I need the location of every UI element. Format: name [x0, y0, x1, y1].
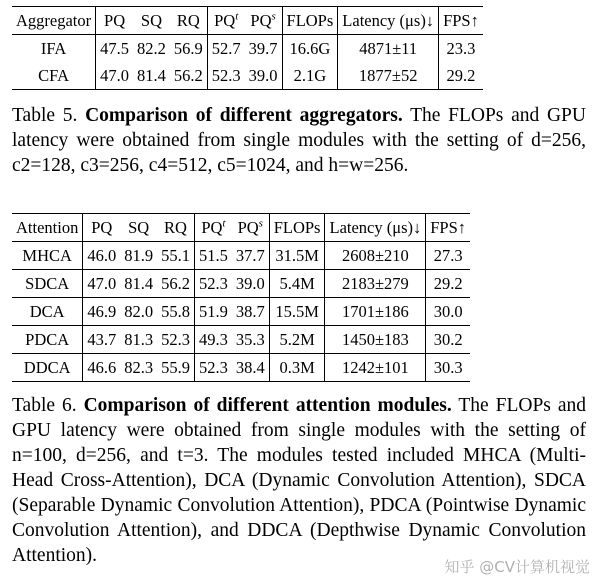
- cell-name: MHCA: [12, 242, 83, 270]
- col-header-fps: FPS↑: [426, 214, 470, 242]
- cell-pq-s: 38.4: [232, 354, 269, 382]
- cell-latency: 1450±183: [325, 326, 426, 354]
- col-header-rq: RQ: [170, 7, 207, 35]
- cell-pq: 47.0: [83, 270, 120, 298]
- col-header-pq-s: [245, 7, 282, 35]
- cell-sq: 82.0: [120, 298, 157, 326]
- table-row: [12, 270, 470, 298]
- col-header-aggregator: Aggregator: [12, 7, 96, 35]
- cell-pq-t: 49.3: [194, 326, 231, 354]
- col-header-pq-t-text: PQ: [201, 217, 223, 237]
- cell-pq-s: 39.0: [232, 270, 269, 298]
- cell-latency: 4871±11: [338, 35, 439, 63]
- col-header-sq: SQ: [133, 7, 170, 35]
- cell-name: IFA: [12, 35, 96, 63]
- cell-sq: 81.3: [120, 326, 157, 354]
- sup-t: t: [222, 217, 226, 229]
- cell-flops: 2.1G: [282, 62, 338, 90]
- watermark: 知乎 @CV计算机视觉: [444, 558, 590, 576]
- cell-pq: 46.0: [83, 242, 120, 270]
- cell-pq-t: 51.9: [194, 298, 231, 326]
- cell-latency: 2183±279: [325, 270, 426, 298]
- cell-pq-s: 37.7: [232, 242, 269, 270]
- cell-latency: 1701±186: [325, 298, 426, 326]
- cell-fps: 30.0: [426, 298, 470, 326]
- caption-label: Table 5.: [12, 105, 78, 126]
- cell-pq: 47.5: [100, 38, 130, 58]
- cell-flops: 16.6G: [282, 35, 338, 63]
- cell-pq: 46.9: [83, 298, 120, 326]
- cell-pq-s: 38.7: [232, 298, 269, 326]
- table-row: [12, 242, 470, 270]
- cell-name: DCA: [12, 298, 83, 326]
- cell-sq: 81.4: [120, 270, 157, 298]
- table-5: [12, 6, 483, 90]
- cell-sq: 81.4: [133, 62, 170, 90]
- sup-t: t: [235, 10, 239, 22]
- table-6: [12, 213, 470, 382]
- cell-latency: 2608±210: [325, 242, 426, 270]
- cell-pq-t: 52.3: [194, 270, 231, 298]
- cell-latency: 1242±101: [325, 354, 426, 382]
- cell-name: CFA: [12, 62, 96, 90]
- table-6-caption: [12, 393, 586, 568]
- table-row: [12, 354, 470, 382]
- col-header-pq-s-text: PQ: [237, 217, 259, 237]
- cell-sq: 82.3: [120, 354, 157, 382]
- caption-title: Comparison of different aggregators.: [85, 105, 403, 126]
- col-header-pq-s-text: PQ: [250, 10, 272, 30]
- table-5-caption: [12, 103, 586, 178]
- cell-pq: 47.0: [96, 62, 133, 90]
- cell-pq: 43.7: [83, 326, 120, 354]
- cell-rq: 55.9: [157, 354, 194, 382]
- caption-body: The FLOPs and GPU latency were obtained from single modules with the setting of d=256, c2=128, c3=256, c4=512, c5=1024, and h=w=256.: [12, 105, 586, 176]
- col-header-pq: PQ: [83, 214, 120, 242]
- col-header-fps: FPS↑: [439, 7, 483, 35]
- col-header-sq: SQ: [120, 214, 157, 242]
- cell-flops: 5.2M: [269, 326, 325, 354]
- cell-flops: 0.3M: [269, 354, 325, 382]
- col-header-flops: FLOPs: [282, 7, 338, 35]
- cell-fps: 30.3: [426, 354, 470, 382]
- sup-s: s: [258, 217, 263, 229]
- cell-pq-t: 52.3: [207, 62, 244, 90]
- cell-rq: 52.3: [157, 326, 194, 354]
- table-header-row: [12, 214, 470, 242]
- caption-title: Comparison of different attention modules.: [83, 395, 452, 416]
- cell-flops: 5.4M: [269, 270, 325, 298]
- table-row: [12, 62, 483, 90]
- table-row: [12, 298, 470, 326]
- cell-flops: 31.5M: [269, 242, 325, 270]
- caption-label: Table 6.: [12, 395, 77, 416]
- cell-name: PDCA: [12, 326, 83, 354]
- cell-sq: 81.9: [120, 242, 157, 270]
- cell-rq: 55.1: [157, 242, 194, 270]
- cell-rq: 56.2: [170, 62, 207, 90]
- col-header-latency: Latency (μs)↓: [325, 214, 426, 242]
- cell-pq: 46.6: [83, 354, 120, 382]
- cell-name: SDCA: [12, 270, 83, 298]
- col-header-pq: PQ: [96, 7, 133, 35]
- col-header-attention: Attention: [12, 214, 83, 242]
- cell-name: DDCA: [12, 354, 83, 382]
- cell-fps: 29.2: [439, 62, 483, 90]
- col-header-pq-t: [207, 7, 244, 35]
- cell-fps: 23.3: [446, 38, 476, 58]
- col-header-pq-s: [232, 214, 269, 242]
- cell-pq-t: 52.7: [211, 38, 241, 58]
- col-header-rq: RQ: [157, 214, 194, 242]
- col-header-pq-t-text: PQ: [214, 10, 236, 30]
- cell-rq: 56.9: [170, 35, 207, 63]
- cell-flops: 15.5M: [269, 298, 325, 326]
- col-header-flops: FLOPs: [269, 214, 325, 242]
- caption-body: The FLOPs and GPU latency were obtained from single modules with the setting of n=100, d=256, and t=3. The modules tested included MHCA (Multi-Head Cross-Attention), DCA (Dynamic Convolution Attention), SDCA (Separable Dynamic Convolution Attention), PDCA (Pointwise Dynamic Convolution Attention), and DDCA (Depthwise Dynamic Convolution Attention).: [12, 395, 586, 566]
- sup-s: s: [271, 10, 276, 22]
- cell-pq-s: 39.0: [245, 62, 282, 90]
- table-row: [12, 35, 483, 63]
- table-row: [12, 326, 470, 354]
- cell-rq: 56.2: [157, 270, 194, 298]
- cell-pq-t: 52.3: [194, 354, 231, 382]
- cell-pq-t: 51.5: [194, 242, 231, 270]
- table-header-row: [12, 7, 483, 35]
- cell-fps: 29.2: [426, 270, 470, 298]
- cell-pq-s: 39.7: [245, 35, 282, 63]
- cell-fps: 27.3: [426, 242, 470, 270]
- cell-latency: 1877±52: [338, 62, 439, 90]
- cell-rq: 55.8: [157, 298, 194, 326]
- col-header-latency: Latency (μs)↓: [338, 7, 439, 35]
- cell-sq: 82.2: [137, 38, 166, 58]
- cell-pq-s: 35.3: [232, 326, 269, 354]
- cell-fps: 30.2: [426, 326, 470, 354]
- col-header-pq-t: [194, 214, 231, 242]
